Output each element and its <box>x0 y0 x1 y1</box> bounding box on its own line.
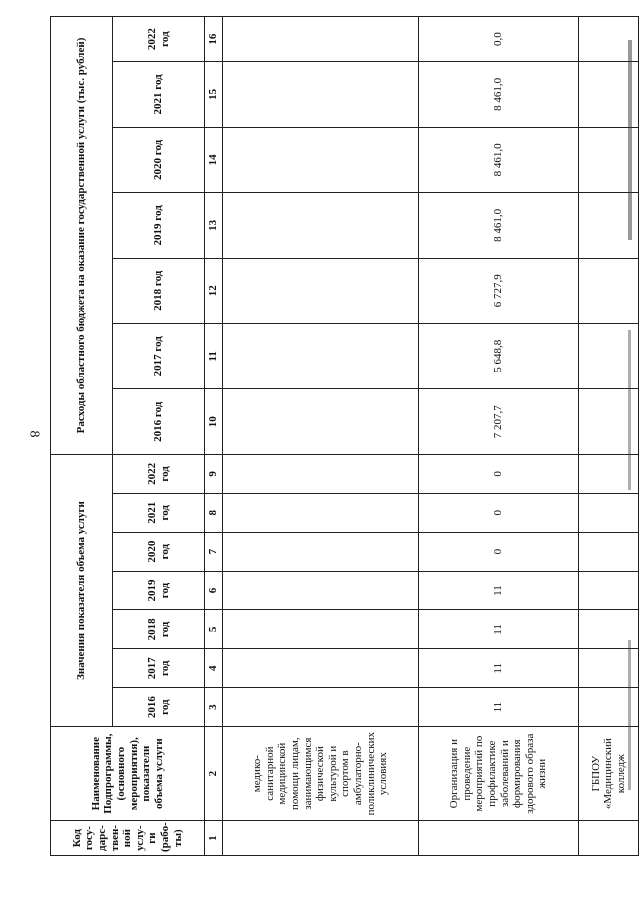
header-expense-year: 2019 год <box>113 193 205 258</box>
row-value: 0 <box>419 493 579 532</box>
row-value: 6 727,9 <box>419 258 579 323</box>
row-value: 5 648,8 <box>419 324 579 389</box>
row-value: 0 <box>419 454 579 493</box>
header-expense-year: 2018 год <box>113 258 205 323</box>
column-number: 7 <box>205 532 223 571</box>
row-code <box>419 821 579 856</box>
scan-edge-mark <box>628 40 632 240</box>
row-value <box>223 493 419 532</box>
row-value: 7 207,7 <box>419 389 579 454</box>
column-number: 16 <box>205 17 223 62</box>
header-volume-year: 2016 год <box>113 688 205 727</box>
budget-table <box>50 16 639 856</box>
header-expense-year: 2020 год <box>113 127 205 192</box>
page-number: 8 <box>26 430 42 438</box>
row-value <box>223 688 419 727</box>
row-value: 11 <box>419 649 579 688</box>
row-value <box>579 258 639 323</box>
row-value: 11 <box>419 571 579 610</box>
row-value: 8 461,0 <box>419 193 579 258</box>
rotated-table-container <box>50 16 630 856</box>
row-value <box>223 610 419 649</box>
row-value <box>223 324 419 389</box>
column-number: 2 <box>205 727 223 821</box>
header-volume-year: 2017 год <box>113 649 205 688</box>
row-value <box>223 17 419 62</box>
row-name: Организация и проведение мероприятий по профилактике заболеваний и формирования здорового образа жизни <box>419 727 579 821</box>
row-code <box>223 821 419 856</box>
header-volume-year: 2020 год <box>113 532 205 571</box>
scan-edge-mark <box>628 330 631 490</box>
header-expense-year: 2021 год <box>113 62 205 127</box>
header-volume-year: 2022 год <box>113 454 205 493</box>
column-number: 14 <box>205 127 223 192</box>
row-value: 0,0 <box>419 17 579 62</box>
column-number: 9 <box>205 454 223 493</box>
row-value: 8 461,0 <box>419 127 579 192</box>
row-value <box>223 454 419 493</box>
column-number: 10 <box>205 389 223 454</box>
row-value <box>223 258 419 323</box>
header-expense-year: 2022 год <box>113 17 205 62</box>
header-code: Код госу-дарс-твен-ной услу-ги (рабо-ты) <box>51 821 205 856</box>
row-value <box>579 532 639 571</box>
column-number: 11 <box>205 324 223 389</box>
row-value <box>579 493 639 532</box>
row-name: медико-санитарной медицинской помощи лицам, занимающимся физической культурой и спортом в амбулаторно-поликлинических условиях <box>223 727 419 821</box>
row-value <box>223 127 419 192</box>
header-expense-year: 2017 год <box>113 324 205 389</box>
column-number: 5 <box>205 610 223 649</box>
column-number: 15 <box>205 62 223 127</box>
column-number: 6 <box>205 571 223 610</box>
table-row <box>419 17 579 856</box>
header-volume-year: 2018 год <box>113 610 205 649</box>
column-number: 4 <box>205 649 223 688</box>
row-value <box>223 389 419 454</box>
row-value <box>223 193 419 258</box>
row-value <box>223 62 419 127</box>
scan-edge-mark <box>628 640 631 790</box>
column-number: 3 <box>205 688 223 727</box>
table-row <box>223 17 419 856</box>
column-number: 13 <box>205 193 223 258</box>
header-volume-year: 2021 год <box>113 493 205 532</box>
row-value: 8 461,0 <box>419 62 579 127</box>
column-number: 12 <box>205 258 223 323</box>
row-value <box>223 649 419 688</box>
row-value: 11 <box>419 688 579 727</box>
row-value: 0 <box>419 532 579 571</box>
column-number: 8 <box>205 493 223 532</box>
row-value <box>579 571 639 610</box>
row-name: ГБПОУ «Медицинский колледж <box>579 727 639 821</box>
header-expense-year: 2016 год <box>113 389 205 454</box>
header-name: Наименование Подпрограммы, (основного мероприятия), показатели объема услуги <box>51 727 205 821</box>
row-value <box>223 532 419 571</box>
column-number: 1 <box>205 821 223 856</box>
header-volume-year: 2019 год <box>113 571 205 610</box>
row-value <box>223 571 419 610</box>
header-volume-group: Значения показателя объема услуги <box>51 454 113 726</box>
row-code <box>579 821 639 856</box>
header-expense-group: Расходы областного бюджета на оказание государственной услуги (тыс. рублей) <box>51 17 113 455</box>
row-value: 11 <box>419 610 579 649</box>
